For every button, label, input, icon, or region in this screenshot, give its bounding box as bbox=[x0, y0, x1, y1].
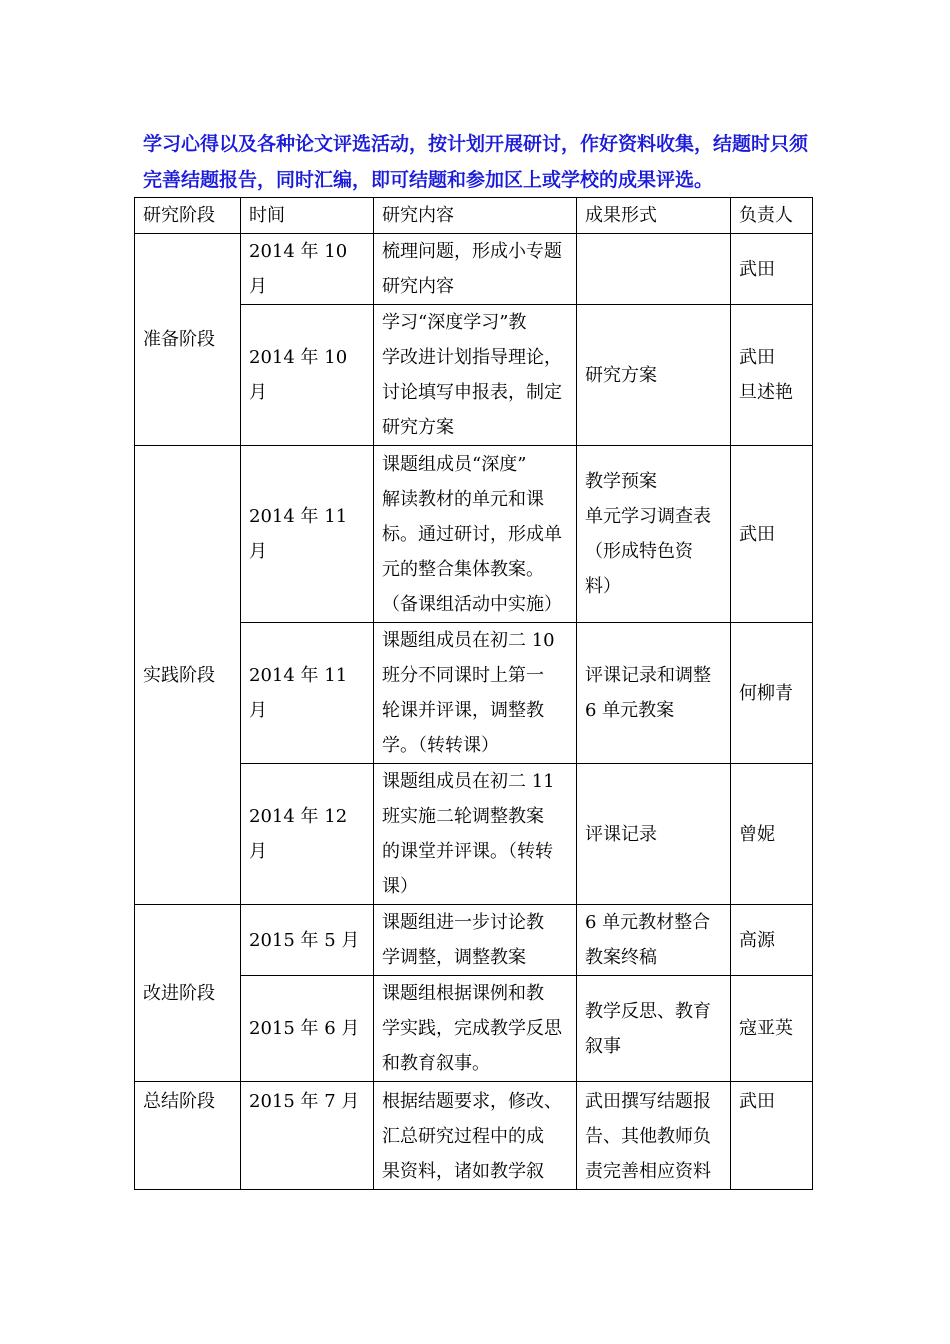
table-row bbox=[135, 905, 813, 976]
row-result: 评课记录和调整 6 单元教案 bbox=[577, 623, 731, 764]
stage-practice: 实践阶段 bbox=[135, 446, 241, 905]
row-result: 教学预案 单元学习调查表 （形成特色资 料） bbox=[577, 446, 731, 623]
row-owner: 武田 旦述艳 bbox=[731, 305, 813, 446]
header-time: 时间 bbox=[241, 198, 374, 234]
table-row bbox=[135, 446, 813, 623]
row-time: 2014 年 11 月 bbox=[241, 446, 374, 623]
row-result: 6 单元教材整合 教案终稿 bbox=[577, 905, 731, 976]
header-stage: 研究阶段 bbox=[135, 198, 241, 234]
intro-line-2: 完善结题报告，同时汇编，即可结题和参加区上或学校的成果评选。 bbox=[143, 169, 714, 191]
row-owner: 武田 bbox=[731, 446, 813, 623]
intro-line-1: 学习心得以及各种论文评选活动，按计划开展研讨，作好资料收集，结题时只须 bbox=[143, 133, 809, 155]
row-content: 课题组成员在初二 10 班分不同课时上第一 轮课并评课，调整教 学。（转转课） bbox=[374, 623, 577, 764]
stage-summary: 总结阶段 bbox=[135, 1082, 241, 1190]
row-content: 课题组进一步讨论教 学调整，调整教案 bbox=[374, 905, 577, 976]
stage-improve: 改进阶段 bbox=[135, 905, 241, 1082]
intro-paragraph bbox=[143, 126, 823, 198]
row-time: 2014 年 12 月 bbox=[241, 764, 374, 905]
row-content: 根据结题要求，修改、 汇总研究过程中的成 果资料，诸如教学叙 bbox=[374, 1082, 577, 1190]
row-owner: 何柳青 bbox=[731, 623, 813, 764]
row-owner: 曾妮 bbox=[731, 764, 813, 905]
row-content: 梳理问题，形成小专题 研究内容 bbox=[374, 234, 577, 305]
row-result: 研究方案 bbox=[577, 305, 731, 446]
table-header-row bbox=[135, 198, 813, 234]
table-row bbox=[135, 234, 813, 305]
row-owner: 武田 bbox=[731, 234, 813, 305]
header-owner: 负责人 bbox=[731, 198, 813, 234]
row-content: 课题组成员“深度” 解读教材的单元和课 标。通过研讨，形成单 元的整合集体教案。 （备课组活动中实施） bbox=[374, 446, 577, 623]
row-time: 2014 年 11 月 bbox=[241, 623, 374, 764]
row-result bbox=[577, 234, 731, 305]
research-plan-table bbox=[134, 197, 813, 1190]
header-content: 研究内容 bbox=[374, 198, 577, 234]
stage-prep: 准备阶段 bbox=[135, 234, 241, 446]
row-result: 评课记录 bbox=[577, 764, 731, 905]
row-owner: 高源 bbox=[731, 905, 813, 976]
row-owner: 武田 bbox=[731, 1082, 813, 1190]
row-time: 2015 年 6 月 bbox=[241, 976, 374, 1082]
row-result: 武田撰写结题报 告、其他教师负 责完善相应资料 bbox=[577, 1082, 731, 1190]
row-content: 课题组成员在初二 11 班实施二轮调整教案 的课堂并评课。（转转 课） bbox=[374, 764, 577, 905]
row-content: 课题组根据课例和教 学实践，完成教学反思 和教育叙事。 bbox=[374, 976, 577, 1082]
row-time: 2015 年 5 月 bbox=[241, 905, 374, 976]
row-content: 学习“深度学习”教 学改进计划指导理论， 讨论填写申报表，制定 研究方案 bbox=[374, 305, 577, 446]
row-time: 2014 年 10 月 bbox=[241, 234, 374, 305]
row-time: 2014 年 10 月 bbox=[241, 305, 374, 446]
row-time: 2015 年 7 月 bbox=[241, 1082, 374, 1190]
table-row bbox=[135, 1082, 813, 1190]
header-result: 成果形式 bbox=[577, 198, 731, 234]
row-owner: 寇亚英 bbox=[731, 976, 813, 1082]
row-result: 教学反思、教育 叙事 bbox=[577, 976, 731, 1082]
